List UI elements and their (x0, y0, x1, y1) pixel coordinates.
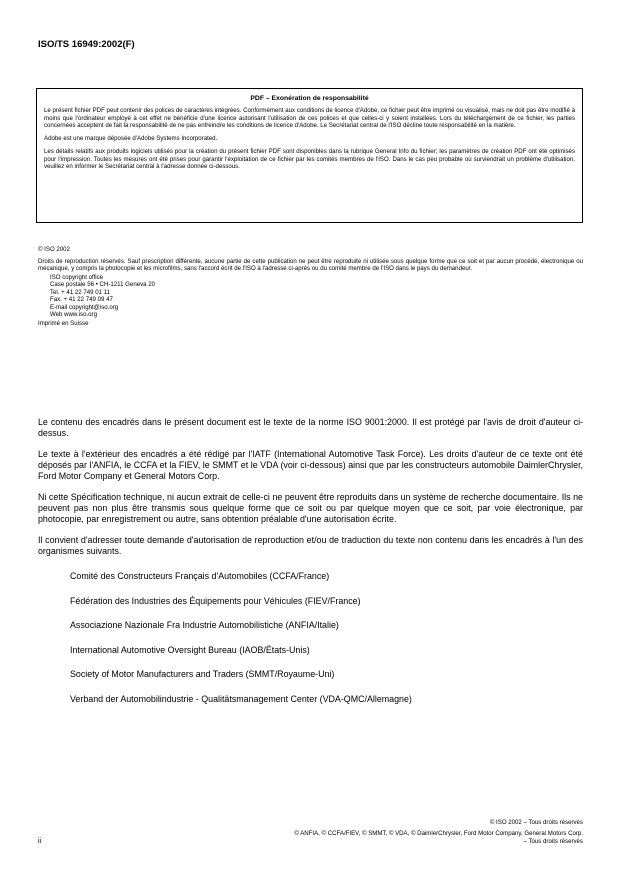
footer-partner-copyrights: © ANFIA, © CCFA/FIEV, © SMMT, © VDA, © DaimlerChrysler, Ford Motor Company, General Motors Corp. (294, 830, 583, 837)
disclaimer-paragraph: Le présent fichier PDF peut contenir des polices de caractères intégrées. Conformément aux conditions de licence d'Adobe, ce fichier peut être imprimé ou visualisé, mais ne doit pas être modifié à moins que l'ordinateur employé à cet effet ne bénéficie d'une licence autorisant l'utilisation de ces polices et que celles-ci y soient installées. Lors du téléchargement de ce fichier, les parties concernées acceptent de fait la responsabilité de ne pas enfreindre les conditions de licence d'Adobe. Le Secrétariat central de l'ISO décline toute responsabilité en la matière. (44, 107, 575, 130)
address-line: Case postale 56 • CH-1211 Geneva 20 (50, 281, 156, 288)
organization-item: Verband der Automobilindustrie - Qualitätsmanagement Center (VDA-QMC/Allemagne) (70, 693, 412, 704)
organization-item: Society of Motor Manufacturers and Traders (SMMT/Royaume-Uni) (70, 669, 335, 679)
organization-item: Comité des Constructeurs Français d'Automobiles (CCFA/France) (70, 571, 330, 581)
address-line: E-mail copyright@iso.org (50, 303, 119, 311)
body-paragraph: Ni cette Spécification technique, ni aucun extrait de celle-ci ne peuvent être reproduits dans un système de recherche documentaire. Ils ne peuvent pas non plus être transmis sous quelque forme que ce soit ou par quelque moyen que ce soit, par voie électronique, par photocopie, par enregistrement ou autre, sans obtention préalable d'une autorisation écrite. (38, 492, 583, 524)
copyright-notice (38, 246, 583, 327)
organization-item: Associazione Nazionale Fra Industrie Automobilistiche (ANFIA/Italie) (70, 620, 339, 630)
disclaimer-title: PDF – Exonération de responsabilité (250, 95, 369, 102)
disclaimer-paragraph: Adobe est une marque déposée d'Adobe Systems Incorporated. (44, 135, 218, 143)
body-text (38, 417, 583, 718)
printed-in: Imprimé en Suisse (38, 319, 89, 327)
copyright-year: © ISO 2002 (38, 246, 70, 253)
body-paragraph: Le texte à l'extérieur des encadrés a été rédigé par l'IATF (International Automotive Task Force). Les droits d'auteur de ce texte ont été déposés par l'ANFIA, le CCFA et la FIEV, le SMMT et le VDA (voir ci-dessous) ainsi que par les constructeurs automobile DaimlerChrysler, Ford Motor Company et General Motors Corp. (38, 449, 583, 481)
organization-list (38, 571, 583, 705)
body-paragraph: Il convient d'adresser toute demande d'autorisation de reproduction et/ou de traduction du texte non contenu dans les encadrés à l'un des organismes suivants. (38, 535, 583, 556)
copyright-rights: Droits de reproduction réservés. Sauf prescription différente, aucune partie de cette publication ne peut être reproduite ni utilisée sous quelque forme que ce soit et par aucun procédé, électronique ou mécanique, y compris la photocopie et les microfilms, sans l'accord écrit de l'ISO à l'adresse ci-après ou du comité membre de l'ISO dans le pays du demandeur. (38, 257, 583, 272)
iso-address (38, 274, 583, 319)
document-id: ISO/TS 16949:2002(F) (38, 39, 135, 50)
address-line: Web www.iso.org (50, 311, 97, 318)
disclaimer-paragraph: Les détails relatifs aux produits logiciels utilisés pour la création du présent fichier PDF sont disponibles dans la rubrique General Info du fichier; les paramètres de création PDF ont été optimisés pour l'impression. Toutes les mesures ont été prises pour garantir l'exploitation de ce fichier par les comités membres de l'ISO. Dans le cas peu probable où surviendrait un problème d'utilisation, veuillez en informer le Secrétariat central à l'adresse donnée ci-dessous. (44, 147, 575, 171)
organization-item: International Automotive Oversight Bureau (IAOB/États-Unis) (70, 644, 310, 655)
address-line: Tel. + 41 22 749 01 11 (50, 288, 111, 296)
address-line: Fax. + 41 22 749 09 47 (50, 296, 113, 303)
footer-iso-copyright: © ISO 2002 – Tous droits réservés (489, 819, 583, 826)
footer-rights-reserved: – Tous droits réservés (523, 838, 583, 845)
pdf-disclaimer-box (36, 88, 583, 223)
organization-item: Fédération des Industries des Équipements pour Véhicules (FIEV/France) (70, 595, 361, 606)
address-line: ISO copyright office (50, 273, 104, 281)
body-paragraph: Le contenu des encadrés dans le présent document est le texte de la norme ISO 9001:2000. Il est protégé par l'avis de droit d'auteur ci-dessus. (38, 417, 583, 438)
page-number: ii (38, 838, 42, 845)
